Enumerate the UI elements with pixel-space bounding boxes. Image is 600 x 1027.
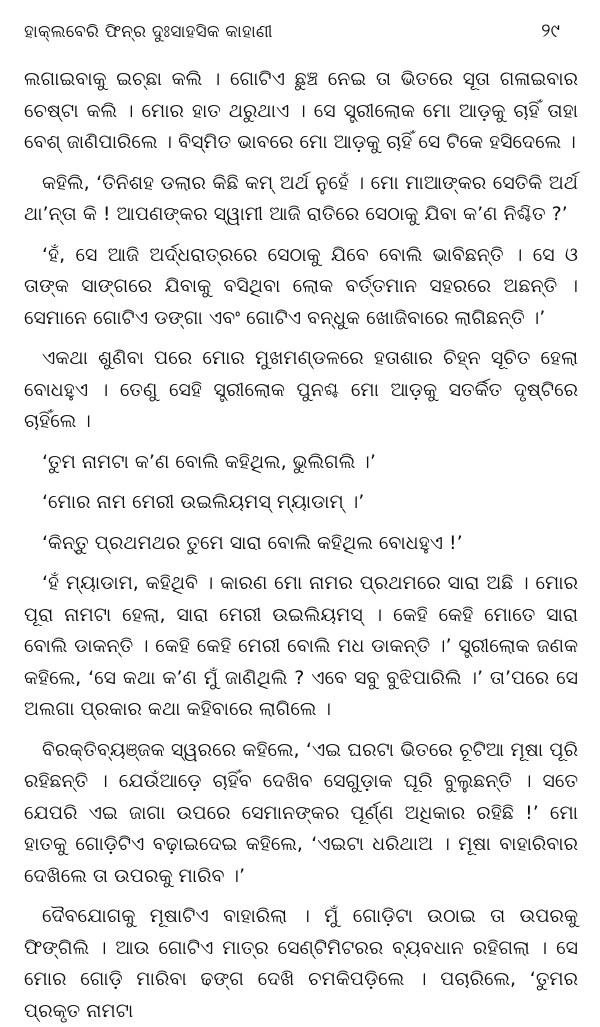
paragraph: ବିରକ୍ତିବ୍ୟଞ୍ଜକ ସ୍ୱରରେ କହିଲେ, ‘ଏଇ ଘରଟା ଭିତରେ ଚୂଟିଆ ମୂଷା ପୂରି ରହିଛନ୍ତି । ଯେଉଁଆଡ଼େ ଚାହିଁବ ଦେଖିବ ସେଗୁଡ଼ାକ ଘୂରି ବୁଲୁଛନ୍ତି । ସତେ ଯେପରି ଏଇ ଜାଗା ଉପରେ ସେମାନଙ୍କର ପୂର୍ଣ୍ଣ ଅଧିକାର ରହିଛି !’ ମୋ ହାତକୁ ଗୋଡ଼ିଟିଏ ବଢ଼ାଇଦେଇ କହିଲେ, ‘ଏଇଟା ଧରିଥାଅ । ମୂଷା ବାହାରିବାର ଦେଖିଲେ ତା ଉପରକୁ ମାରିବ ।’ (24, 738, 578, 887)
page-number: ୨୯ (541, 20, 560, 42)
running-title: ହାକ୍‌ଲବେରି ଫିନ୍‌ର ଦୁଃସାହସିକ କାହାଣୀ (24, 22, 273, 42)
paragraph: ‘କିନ୍ତୁ ପ୍ରଥମଥର ତୁମେ ସାରା ବୋଲି କହିଥିଲ ବୋଧହୁଏ !’ (42, 531, 463, 554)
paragraph: ‘ତୁମ ନାମଟା କ’ଣ ବୋଲି କହିଥିଲ, ଭୁଲିଗଲି ।’ (42, 450, 376, 473)
paragraph: ଦୈବଯୋଗକୁ ମୂଷାଟିଏ ବାହାରିଲା । ମୁଁ ଗୋଡ଼ିଟା ଉଠାଇ ତା ଉପରକୁ ଫିଙ୍ଗିଲି । ଆଉ ଗୋଟିଏ ମାତ୍ର ସେଣ୍ଟିମିଟରର ବ୍ୟବଧାନ ରହିଗଲା । ସେ ମୋର ଗୋଡ଼ି ମାରିବା ଢଙ୍ଗ ଦେଖି ଚମକିପଡ଼ିଲେ । ପଚାରିଲେ, ‘ତୁମର ପ୍ରକୃତ ନାମଟା (24, 905, 578, 1022)
paragraph: ‘ମୋର ନାମ ମେରୀ ଉଇଲିୟମସ୍ ମ୍ୟାଡାମ୍ ।’ (42, 491, 365, 513)
paragraph: କହିଲି, ‘ତିନିଶହ ଡଲାର କିଛି କମ୍ ଅର୍ଥ ନୁହେଁ । ମୋ ମାଆଙ୍କର ସେତିକି ଅର୍ଥ ଥା’ନ୍ତା କି ! ଆପଣଙ୍କର ସ୍ୱାମୀ ଆଜି ରାତିରେ ସେଠାକୁ ଯିବା କ’ଣ ନିଶ୍ଚିତ ?’ (24, 171, 578, 225)
paragraph: ‘ହଁ ମ୍ୟାଡାମ, କହିଥିବି । କାରଣ ମୋ ନାମର ପ୍ରଥମରେ ସାରା ଅଛି । ମୋର ପୂରା ନାମଟା ହେଲା, ସାରା ମେରୀ ଉଇଲିୟମସ୍ । କେହି କେହି ମୋତେ ସାରା ବୋଲି ଡାକନ୍ତି । କେହି କେହି ମେରୀ ବୋଲି ମଧ ଡାକନ୍ତି ।’ ସ୍ତ୍ରୀଲୋକ ଜଣକ କହିଲେ, ‘ସେ କଥା କ’ଣ ମୁଁ ଜାଣିଥିଲି ? ଏବେ ସବୁ ବୁଝିପାରିଲି ।’ ତା’ପରେ ସେ ଅଲଗା ପ୍ରକାର କଥା କହିବାରେ ଲାଗିଲେ । (24, 572, 578, 720)
paragraph: ଏକଥା ଶୁଣିବା ପରେ ମୋର ମୁଖମଣ୍ଡଳରେ ହତାଶାର ଚିହ୍ନ ସୂଚିତ ହେଲା ବୋଧହୁଏ । ତେଣୁ ସେହି ସ୍ତ୍ରୀଲୋକ ପୁନଶ୍ଚ ମୋ ଆଡ଼କୁ ସତର୍କିତ ଦୃଷ୍ଟିରେ ଚାହିଁଲେ । (24, 347, 578, 432)
body-text (24, 64, 578, 1027)
running-header (24, 20, 578, 54)
paragraph: ଲଗାଇବାକୁ ଇଚ୍ଛା କଲି । ଗୋଟିଏ ଛୁଞ୍ଚ ନେଇ ତା ଭିତରେ ସୂତା ଗଳାଇବାର ଚେଷ୍ଟା କଲି । ମୋର ହାତ ଥରୁଥାଏ । ସେ ସ୍ତ୍ରୀଲୋକ ମୋ ଆଡ଼କୁ ଚାହିଁ ତାହା ବେଶ୍ ଜାଣିପାରିଲେ । ବିସ୍ମିତ ଭାବରେ ମୋ ଆଡ଼କୁ ଚାହିଁ ସେ ଟିକେ ହସିଦେଲେ । (24, 68, 578, 153)
paragraph: ‘ହଁ, ସେ ଆଜି ଅର୍ଦ୍ଧରାତ୍ରରେ ସେଠାକୁ ଯିବେ ବୋଲି ଭାବିଛନ୍ତି । ସେ ଓ ତାଙ୍କ ସାଙ୍ଗରେ ଯିବାକୁ ବସିଥିବା ଲୋକ ବର୍ତ୍ତମାନ ସହରରେ ଅଛନ୍ତି । ସେମାନେ ଗୋଟିଏ ଡଙ୍ଗା ଏବଂ ଗୋଟିଏ ବନ୍ଧୁକ ଖୋଜିବାରେ ଲାଗିଛନ୍ତି ।’ (24, 243, 578, 329)
